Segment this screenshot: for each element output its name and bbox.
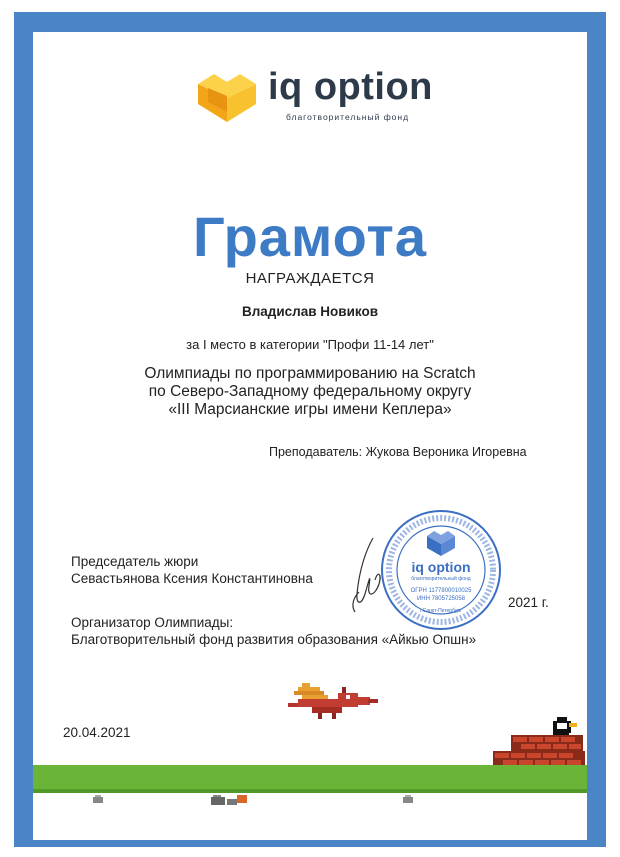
stamp-ogrn: ОГРН 1177800010025 [410,588,472,594]
iq-option-logo [196,66,436,130]
awarded-label: НАГРАЖДАЕТСЯ [245,270,375,287]
ground-soil [33,793,587,840]
pixel-bricks-penguin-icon [491,717,587,769]
place-category: за I место в категории "Профи 11-14 лет" [186,337,434,352]
organizer-name: Благотворительный фонд развития образования «Айкью Опшн» [71,632,477,647]
pixel-ground [33,765,587,840]
heart-logo-icon [196,70,258,122]
certificate-paper [33,32,587,840]
recipient-name: Владислав Новиков [241,304,379,319]
stamp-inn: ИНН 7805725058 [416,596,466,602]
olympiad-description [33,365,587,419]
stamp-city: г.Санкт-Петербург [420,608,462,614]
jury-chair [71,553,313,587]
teacher-name: Преподаватель: Жукова Вероника Игоревна [269,445,527,459]
jury-chair-name: Севастьянова Ксения Константиновна [71,571,313,586]
organizer [71,614,476,648]
logo-tagline: благотворительный фонд [286,112,410,122]
certificate-year: 2021 г. [508,595,549,610]
certificate-title: Грамота [192,205,428,268]
stamp-tagline: благотворительный фонд [411,576,471,582]
logo-brand-name: iq option [268,66,433,108]
organizer-label: Организатор Олимпиады: [71,615,234,630]
rock-pile-icon [211,793,249,805]
jury-chair-label: Председатель жюри [71,554,199,569]
stamp-brand: iq option [411,559,471,575]
olympiad-line-1: Олимпиады по программированию на Scratch [144,365,476,382]
small-rock-icon [91,795,105,805]
grass-strip [33,765,587,789]
olympiad-line-2: по Северо-Западному федеральному округу [148,383,472,400]
olympiad-line-3: «III Марсианские игры имени Кеплера» [168,401,452,418]
small-rock-icon [401,795,415,805]
pixel-dragon-icon [288,677,380,721]
certificate-date: 20.04.2021 [63,725,131,740]
